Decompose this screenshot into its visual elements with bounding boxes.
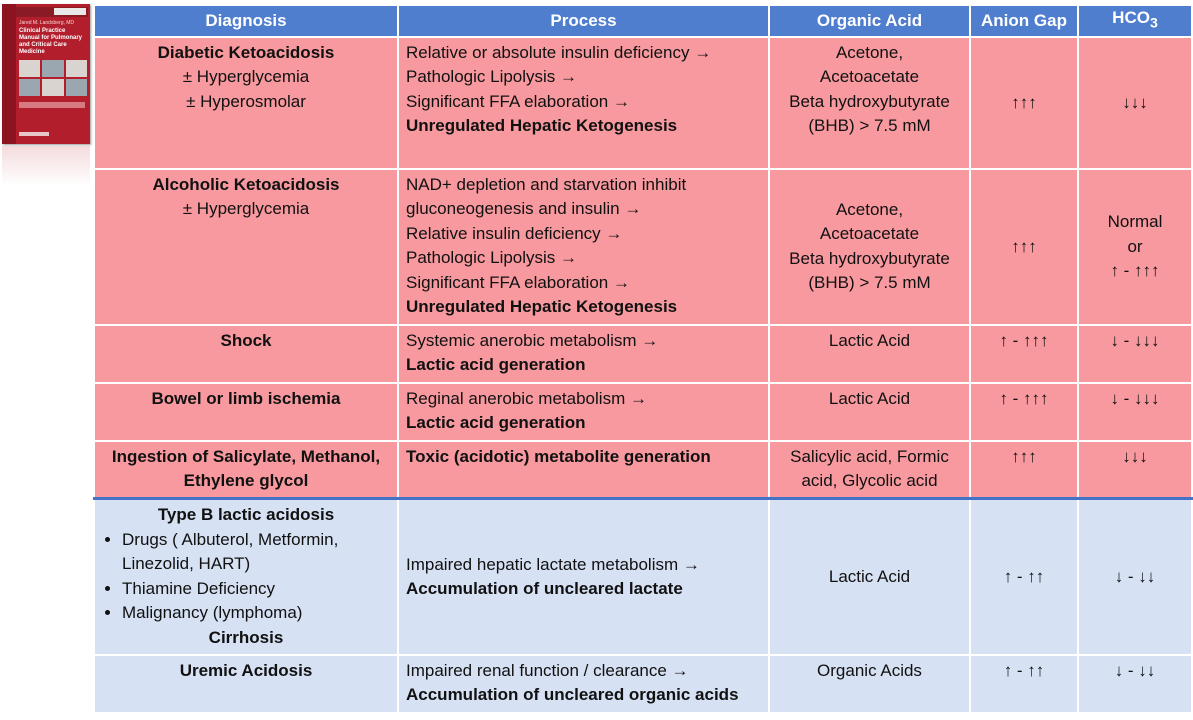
book-spine [2,4,16,144]
cell-hco3: ↓ - ↓↓↓ [1078,383,1192,441]
diagnosis-list [102,528,390,626]
cell-organic-acid: Lactic Acid [769,383,970,441]
header-diagnosis: Diagnosis [94,5,398,37]
cell-hco3: ↓↓↓ [1078,37,1192,169]
diagnosis-line: ± Hyperosmolar [186,91,306,111]
acid-line: Acetoacetate [819,67,920,87]
cell-process: Toxic (acidotic) metabolite generation [398,441,769,499]
process-line: NAD+ depletion and starvation inhibit [406,174,687,194]
cell-diagnosis [94,37,398,169]
diagnosis-line: ± Hyperglycemia [182,199,310,219]
process-line: Relative or absolute insulin deficiency → [406,42,712,62]
table-row [94,169,1192,325]
cell-anion-gap: ↑↑↑ [970,441,1078,499]
table-row [94,383,1192,441]
book-reflection [2,146,90,186]
cover-image [19,79,40,96]
book-publisher-mark [19,132,49,136]
list-item: • Drugs ( Albuterol, Metformin, Linezolid, HART) [122,528,390,577]
hco3-line: Normal [1107,212,1163,232]
book-author: Jared M. Landsberg, MD [19,20,75,26]
table-row [94,499,1192,655]
cell-anion-gap: ↑↑↑ [970,169,1078,325]
cell-diagnosis: Bowel or limb ischemia [94,383,398,441]
diagnosis-name: Alcoholic Ketoacidosis [152,174,340,194]
cell-diagnosis [94,499,398,655]
diagnosis-footer: Cirrhosis [208,627,284,647]
cell-hco3 [1078,169,1192,325]
cell-diagnosis: Uremic Acidosis [94,655,398,713]
process-line: Reginal anerobic metabolism → [406,388,647,408]
process-line: Significant FFA elaboration → [406,272,630,292]
cover-image [42,60,63,77]
cell-anion-gap: ↑ - ↑↑↑ [970,325,1078,383]
cell-organic-acid: Lactic Acid [769,499,970,655]
acid-line: Beta hydroxybutyrate [789,248,950,268]
list-item: • Thiamine Deficiency [122,577,390,602]
cell-organic-acid [769,169,970,325]
cell-organic-acid: Lactic Acid [769,325,970,383]
publisher-logo [54,8,86,15]
cell-diagnosis: Ingestion of Salicylate, Methanol, Ethylene glycol [94,441,398,499]
cell-organic-acid: Salicylic acid, Formic acid, Glycolic acid [769,441,970,499]
process-line: Pathologic Lipolysis → [406,67,578,87]
hco3-line: ↑ - ↑↑↑ [1110,261,1160,281]
cell-anion-gap: ↑ - ↑↑↑ [970,383,1078,441]
process-line: Pathologic Lipolysis → [406,248,578,268]
book-cover-thumbnail [2,4,90,144]
table-row [94,655,1192,713]
cell-process [398,383,769,441]
cell-hco3: ↓ - ↓↓ [1078,499,1192,655]
diagnosis-line: ± Hyperglycemia [182,67,310,87]
cell-hco3: ↓↓↓ [1078,441,1192,499]
cell-anion-gap: ↑ - ↑↑ [970,499,1078,655]
cell-process [398,499,769,655]
table-row [94,325,1192,383]
hco3-label: HCO [1112,8,1150,27]
process-line: Impaired renal function / clearance → [406,660,689,680]
cell-process [398,37,769,169]
table-row [94,441,1192,499]
book-subtitle-band [19,102,85,108]
acid-line: Acetone, [835,199,904,219]
book-cover-images [19,60,87,96]
diagnosis-name: Diabetic Ketoacidosis [157,42,335,62]
process-result: Unregulated Hepatic Ketogenesis [406,116,678,136]
cover-image [42,79,63,96]
table-row [94,37,1192,169]
cell-hco3: ↓ - ↓↓↓ [1078,325,1192,383]
cover-image [66,60,87,77]
header-hco3 [1078,5,1192,37]
acidosis-table [93,4,1193,714]
process-result: Unregulated Hepatic Ketogenesis [406,297,678,317]
process-line: gluconeogenesis and insulin → [406,199,642,219]
cell-process [398,325,769,383]
book-title: Clinical Practice Manual for Pulmonary and Critical Care Medicine [19,28,83,55]
cell-organic-acid: Organic Acids [769,655,970,713]
cell-anion-gap: ↑↑↑ [970,37,1078,169]
header-organic-acid: Organic Acid [769,5,970,37]
acid-line: Beta hydroxybutyrate [789,91,950,111]
process-line: Impaired hepatic lactate metabolism → [406,554,700,574]
process-line: Systemic anerobic metabolism → [406,330,659,350]
process-result: Lactic acid generation [406,413,586,433]
cell-hco3: ↓ - ↓↓ [1078,655,1192,713]
cell-organic-acid [769,37,970,169]
hco3-line: or [1127,236,1143,256]
acid-line: (BHB) > 7.5 mM [808,273,931,293]
process-result: Lactic acid generation [406,355,586,375]
acid-line: Acetoacetate [819,224,920,244]
process-line: Significant FFA elaboration → [406,91,630,111]
header-row [94,5,1192,37]
cell-diagnosis [94,169,398,325]
list-item: • Malignancy (lymphoma) [122,601,390,626]
acid-line: Acetone, [835,42,904,62]
diagnosis-name: Type B lactic acidosis [157,505,335,525]
cell-diagnosis: Shock [94,325,398,383]
cell-process [398,169,769,325]
acid-line: (BHB) > 7.5 mM [808,116,931,136]
process-result: Accumulation of uncleared organic acids [406,685,739,705]
cell-anion-gap: ↑ - ↑↑ [970,655,1078,713]
cover-image [66,79,87,96]
process-line: Relative insulin deficiency → [406,223,623,243]
process-result: Accumulation of uncleared lactate [406,579,683,599]
hco3-subscript: 3 [1149,15,1158,32]
cover-image [19,60,40,77]
header-anion-gap: Anion Gap [970,5,1078,37]
cell-process [398,655,769,713]
header-process: Process [398,5,769,37]
